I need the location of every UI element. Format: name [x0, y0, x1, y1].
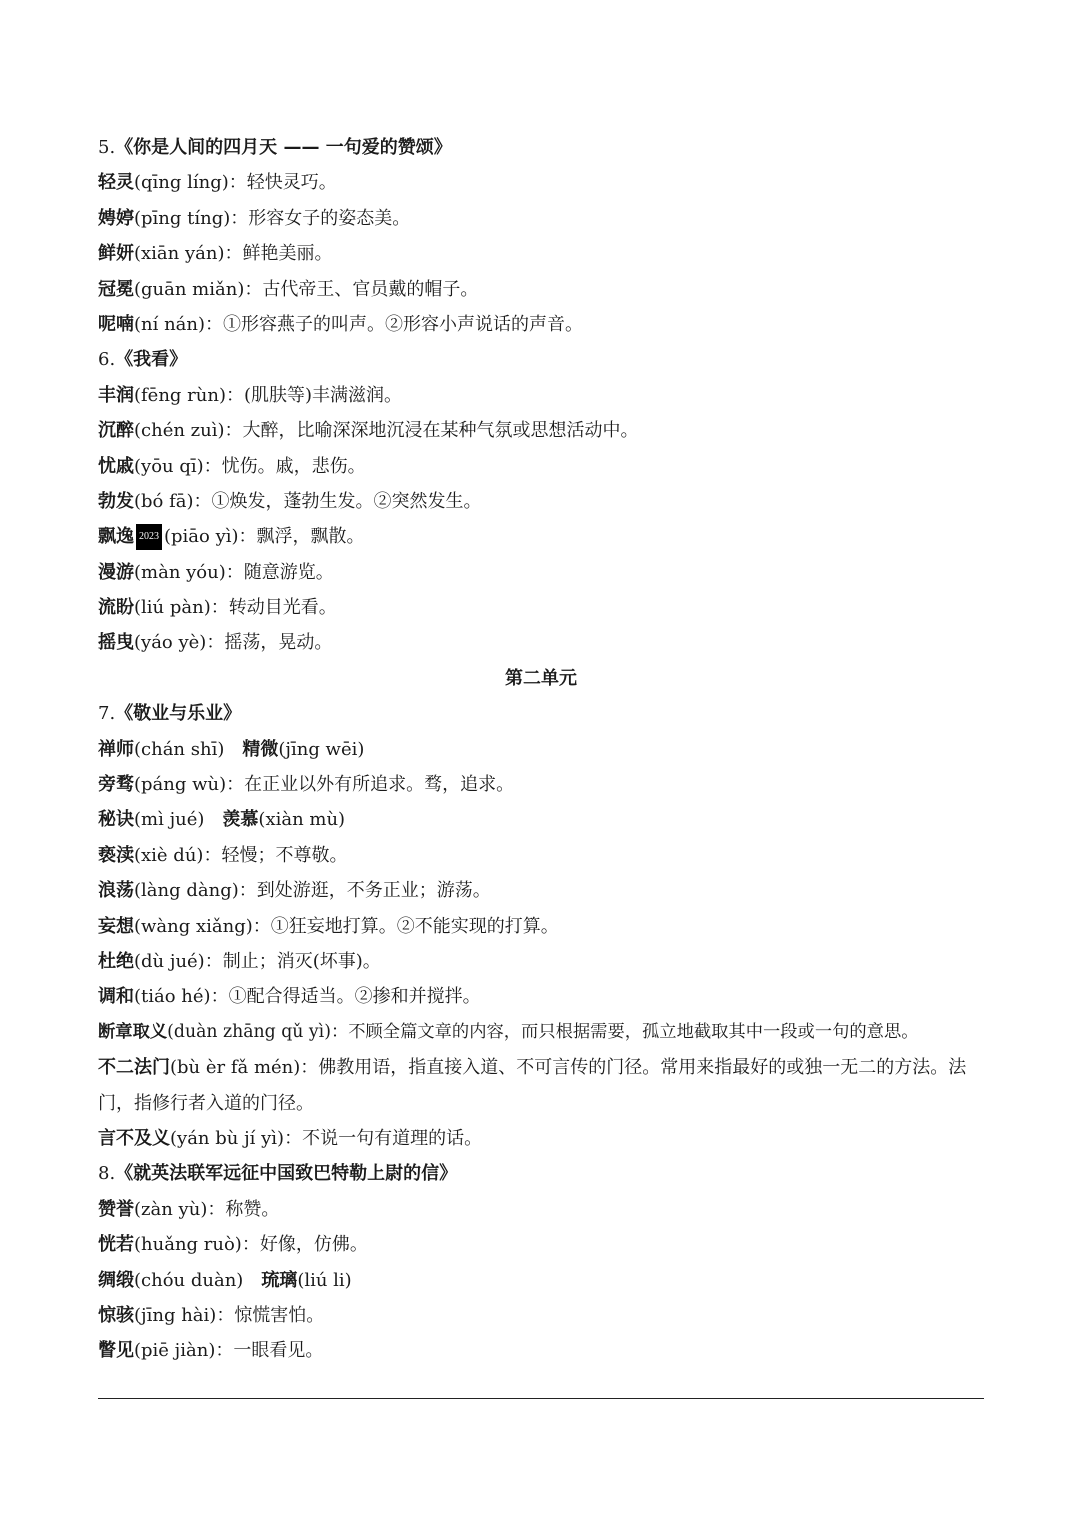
section-title: 《你是人间的四月天 —— 一句爱的赞颂》: [115, 137, 452, 158]
vocab-entry: [98, 767, 984, 802]
vocab-entry: [98, 1227, 984, 1262]
vocab-term: 飘逸: [98, 526, 134, 548]
vocab-term: 精微: [242, 738, 279, 760]
section-heading: [98, 130, 984, 165]
vocab-definition: ：在正业以外有所追求。骛，追求。: [226, 774, 515, 796]
vocab-pinyin: (pīng tíng): [134, 207, 231, 229]
vocab-pinyin: (dù jué): [134, 950, 205, 972]
vocab-definition: ：忧伤。戚，悲伤。: [203, 455, 366, 477]
vocab-term: 旁骛: [98, 774, 134, 796]
vocab-pinyin: (yōu qī): [134, 455, 204, 477]
vocab-definition: ：鲜艳美丽。: [224, 243, 333, 265]
vocab-entry: [98, 944, 984, 979]
vocab-pinyin: (zàn yù): [134, 1198, 208, 1220]
unit-title: 第二单元: [505, 667, 577, 689]
vocab-pinyin: (chóu duàn): [134, 1269, 244, 1291]
footer-rule: [98, 1398, 984, 1399]
vocab-entry: [98, 307, 984, 342]
vocab-definition: ：不顾全篇文章的内容，而只根据需要，孤立地截取其中一段或一句的意思。: [330, 1021, 919, 1042]
vocab-term: 瞥见: [98, 1340, 134, 1362]
vocab-definition: ：轻快灵巧。: [228, 172, 337, 194]
vocab-pinyin: (liú li): [297, 1269, 352, 1291]
vocab-term: 断章取义: [98, 1021, 168, 1042]
vocab-term: 流盼: [98, 597, 134, 619]
vocab-term: 杜绝: [98, 950, 134, 972]
vocab-definition: ：到处游逛，不务正业；游荡。: [238, 880, 491, 902]
vocab-pinyin: (bó fā): [134, 490, 194, 512]
vocab-entry: [98, 555, 984, 590]
vocab-term: 呢喃: [98, 313, 134, 335]
vocab-entry: [98, 484, 984, 519]
vocab-term: 冠冕: [98, 278, 134, 300]
vocab-term: 羡慕: [222, 809, 259, 831]
vocab-entry: [98, 909, 984, 944]
vocab-pinyin: (chén zuì): [134, 420, 225, 442]
vocab-term: 琉璃: [261, 1269, 298, 1291]
vocab-pinyin: (fēng rùn): [134, 384, 226, 406]
vocab-definition: ：大醉，比喻深深地沉浸在某种气氛或思想活动中。: [224, 420, 639, 442]
vocab-term: 恍若: [98, 1234, 134, 1256]
vocab-pinyin: (qīng líng): [134, 172, 229, 194]
vocab-entry: [98, 272, 984, 307]
vocab-pair: [98, 1263, 984, 1298]
vocab-pinyin: (ní nán): [134, 313, 206, 335]
vocab-entry: [98, 165, 984, 200]
vocab-definition: ：佛教用语，指直接入道、不可言传的门径。常用来指最好的或独一无二的方法。法门，指修行者入道的门径。: [98, 1057, 967, 1114]
vocab-term: 勃发: [98, 490, 134, 512]
vocab-term: 忧戚: [98, 455, 134, 477]
vocab-definition: ：不说一句有道理的话。: [284, 1127, 483, 1149]
vocab-pinyin: (màn yóu): [134, 561, 226, 583]
vocab-term: 摇曳: [98, 632, 134, 654]
vocab-pinyin: (guān miǎn): [134, 278, 245, 300]
vocab-pinyin: (piāo yì): [164, 526, 239, 548]
document-page: [98, 130, 984, 1369]
vocab-entry: [98, 1192, 984, 1227]
vocab-entry: [98, 236, 984, 271]
vocab-definition: ：转动目光看。: [210, 597, 337, 619]
vocab-pinyin: (yán bù jí yì): [170, 1127, 285, 1149]
vocab-pinyin: (duàn zhāng qǔ yì): [167, 1021, 331, 1042]
vocab-pinyin: (jīng hài): [134, 1304, 217, 1326]
section-number: 7.: [98, 703, 116, 725]
vocab-term: 调和: [98, 986, 134, 1008]
vocab-definition: ：随意游览。: [225, 561, 334, 583]
vocab-pinyin: (xiān yán): [134, 243, 225, 265]
vocab-entry: [98, 449, 984, 484]
vocab-entry: [98, 979, 984, 1014]
vocab-definition: ：①形容燕子的叫声。②形容小声说话的声音。: [205, 313, 584, 335]
vocab-pinyin: (wàng xiǎng): [134, 915, 253, 937]
vocab-entry: [98, 378, 984, 413]
vocab-definition: ：飘浮，飘散。: [238, 526, 365, 548]
vocab-entry: [98, 1015, 984, 1050]
vocab-definition: ：制止；消灭(坏事)。: [204, 950, 381, 972]
vocab-pair: [98, 802, 984, 837]
vocab-entry: [98, 873, 984, 908]
vocab-pinyin: (piē jiàn): [134, 1340, 216, 1362]
vocab-entry: [98, 1121, 984, 1156]
vocab-term: 赞誉: [98, 1198, 134, 1220]
section-number: 6.: [98, 349, 116, 371]
section-heading: [98, 342, 984, 377]
vocab-pinyin: (làng dàng): [134, 880, 239, 902]
vocab-pinyin: (páng wù): [134, 774, 227, 796]
vocab-definition: ：好像，仿佛。: [241, 1234, 368, 1256]
vocab-term: 沉醉: [98, 420, 134, 442]
vocab-term: 绸缎: [98, 1269, 134, 1291]
vocab-entry: [98, 519, 984, 554]
vocab-definition: ：称赞。: [207, 1198, 280, 1220]
vocab-pinyin: (huǎng ruò): [134, 1234, 242, 1256]
vocab-definition: ：①配合得适当。②掺和并搅拌。: [210, 986, 481, 1008]
vocab-pinyin: (bù èr fǎ mén): [170, 1057, 301, 1079]
vocab-pinyin: (yáo yè): [134, 632, 207, 654]
vocab-pinyin: (mì jué): [134, 809, 205, 831]
vocab-term: 言不及义: [98, 1127, 170, 1149]
vocab-entry: [98, 201, 984, 236]
vocab-pinyin: (xiè dú): [134, 844, 204, 866]
vocab-definition: ：古代帝王、官员戴的帽子。: [244, 278, 479, 300]
vocab-pinyin: (xiàn mù): [258, 809, 346, 831]
vocab-term: 妄想: [98, 915, 134, 937]
vocab-definition: ：轻慢；不尊敬。: [203, 844, 348, 866]
section-heading: [98, 696, 984, 731]
vocab-term: 禅师: [98, 738, 134, 760]
vocab-term: 娉婷: [98, 207, 134, 229]
vocab-entry: [98, 413, 984, 448]
section-title: 《就英法联军远征中国致巴特勒上尉的信》: [115, 1163, 458, 1185]
vocab-definition: ：①狂妄地打算。②不能实现的打算。: [252, 915, 559, 937]
vocab-pair: [98, 732, 984, 767]
vocab-pinyin: (jīng wēi): [278, 738, 365, 760]
vocab-term: 亵渎: [98, 844, 134, 866]
section-title: 《敬业与乐业》: [115, 703, 242, 725]
vocab-pinyin: (chán shī): [134, 738, 225, 760]
vocab-definition: ：形容女子的姿态美。: [230, 207, 411, 229]
vocab-term: 不二法门: [98, 1057, 170, 1079]
vocab-term: 丰润: [98, 384, 134, 406]
vocab-definition: ：①焕发，蓬勃生发。②突然发生。: [193, 490, 482, 512]
year-badge: 2023: [136, 524, 162, 550]
vocab-entry: [98, 625, 984, 660]
vocab-pinyin: (tiáo hé): [134, 986, 211, 1008]
section-number: 8.: [98, 1163, 116, 1185]
vocab-definition: ：一眼看见。: [215, 1340, 324, 1362]
vocab-pinyin: (liú pàn): [134, 597, 211, 619]
section-number: 5.: [98, 137, 116, 158]
vocab-entry: [98, 1050, 984, 1121]
vocab-term: 浪荡: [98, 880, 134, 902]
vocab-definition: ：惊慌害怕。: [216, 1304, 325, 1326]
vocab-term: 秘诀: [98, 809, 134, 831]
vocab-entry: [98, 1333, 984, 1368]
vocab-entry: [98, 1298, 984, 1333]
vocab-term: 鲜妍: [98, 243, 134, 265]
vocab-term: 轻灵: [98, 172, 134, 194]
section-heading: [98, 1156, 984, 1191]
vocab-term: 惊骇: [98, 1304, 134, 1326]
vocab-entry: [98, 590, 984, 625]
vocab-definition: ：摇荡，晃动。: [206, 632, 333, 654]
section-title: 《我看》: [115, 349, 188, 371]
vocab-definition: ：(肌肤等)丰满滋润。: [226, 384, 403, 406]
vocab-entry: [98, 838, 984, 873]
vocab-term: 漫游: [98, 561, 134, 583]
